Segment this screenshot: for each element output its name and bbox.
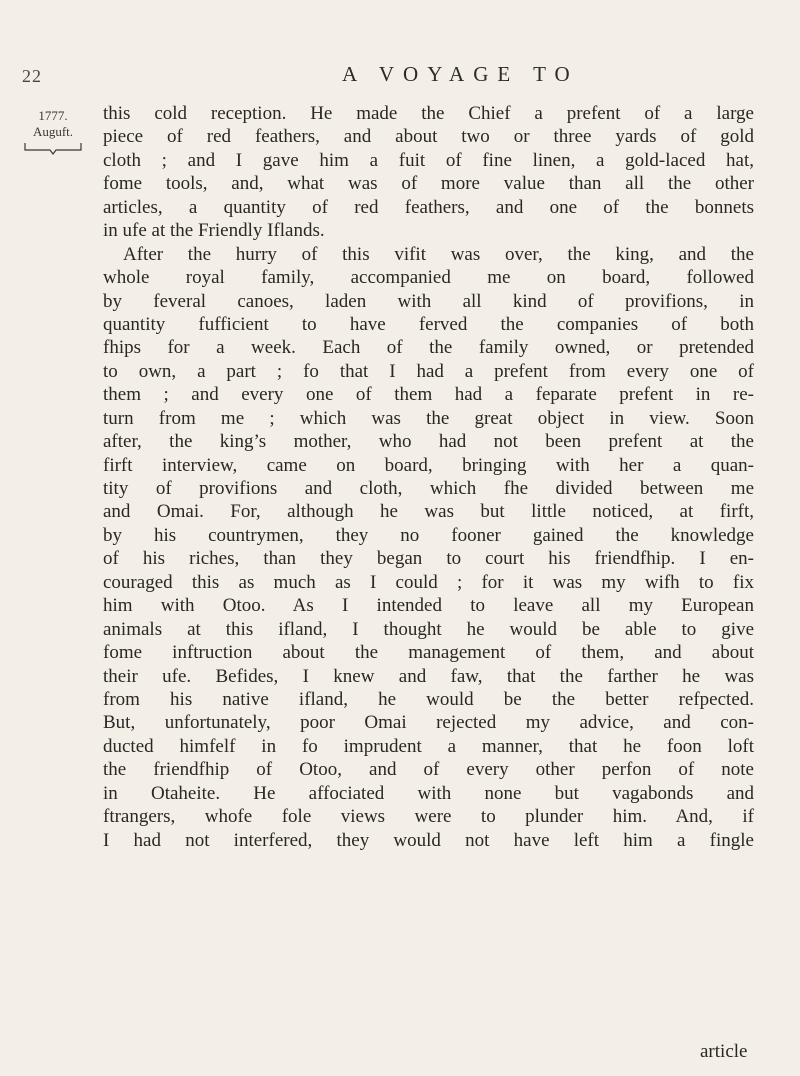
- text-line: piece of red feathers, and about two or three yards of gold: [103, 126, 754, 148]
- text-line: to own, a part ; fo that I had a prefent from every one of: [103, 360, 754, 382]
- text-line: and Omai. For, although he was but little noticed, at firft,: [103, 501, 754, 523]
- body-text: [103, 102, 754, 852]
- text-line: whole royal family, accompanied me on board, followed: [103, 267, 754, 289]
- text-line: fome inftruction about the management of them, and about: [103, 642, 754, 664]
- text-line: turn from me ; which was the great object in view. Soon: [103, 407, 754, 429]
- text-line: fome tools, and, what was of more value than all the other: [103, 173, 754, 195]
- text-line: their ufe. Befides, I knew and faw, that the farther he was: [103, 665, 754, 687]
- text-line: But, unfortunately, poor Omai rejected my advice, and con-: [103, 712, 754, 734]
- text-line: quantity fufficient to have ferved the companies of both: [103, 313, 754, 335]
- text-line: tity of provifions and cloth, which fhe divided between me: [103, 478, 754, 499]
- text-line: After the hurry of this vifit was over, the king, and the: [123, 243, 754, 265]
- text-line: articles, a quantity of red feathers, and one of the bonnets: [103, 196, 754, 218]
- text-line: the friendfhip of Otoo, and of every other perfon of note: [103, 759, 754, 781]
- text-line: him with Otoo. As I intended to leave all my European: [103, 595, 754, 617]
- text-line: in Otaheite. He affociated with none but vagabonds and: [103, 782, 754, 804]
- text-line: fhips for a week. Each of the family owned, or pretended: [103, 337, 754, 359]
- text-line: in ufe at the Friendly Iflands.: [103, 220, 325, 242]
- text-line: ducted himfelf in fo imprudent a manner, that he foon loft: [103, 735, 754, 757]
- text-line: of his riches, than they began to court his friendfhip. I en-: [103, 548, 754, 570]
- margin-note-month: Auguft.: [32, 124, 74, 139]
- text-line: them ; and every one of them had a feparate prefent in re-: [103, 384, 754, 406]
- page-number: 22: [22, 66, 42, 86]
- margin-note: [22, 108, 84, 155]
- text-line: after, the king’s mother, who had not been prefent at the: [103, 431, 754, 453]
- catchword: article: [700, 1041, 748, 1062]
- text-line: animals at this ifland, I thought he would be able to give: [103, 618, 754, 640]
- running-head: A VOYAGE TO: [342, 62, 579, 86]
- text-line: from his native ifland, he would be the better refpected.: [103, 688, 754, 710]
- text-line: by feveral canoes, laden with all kind of provifions, in: [103, 290, 754, 312]
- text-line: by his countrymen, they no fooner gained the knowledge: [103, 524, 754, 546]
- text-line: I had not interfered, they would not have left him a fingle: [103, 829, 754, 851]
- text-line: couraged this as much as I could ; for it was my wifh to fix: [103, 571, 754, 593]
- text-line: cloth ; and I gave him a fuit of fine linen, a gold-laced hat,: [103, 149, 754, 171]
- text-line: ftrangers, whofe fole views were to plunder him. And, if: [103, 806, 754, 828]
- margin-brace-icon: [22, 141, 84, 155]
- text-line: firft interview, came on board, bringing with her a quan-: [103, 454, 754, 476]
- text-line: this cold reception. He made the Chief a prefent of a large: [103, 103, 754, 124]
- margin-note-year: 1777.: [38, 108, 68, 123]
